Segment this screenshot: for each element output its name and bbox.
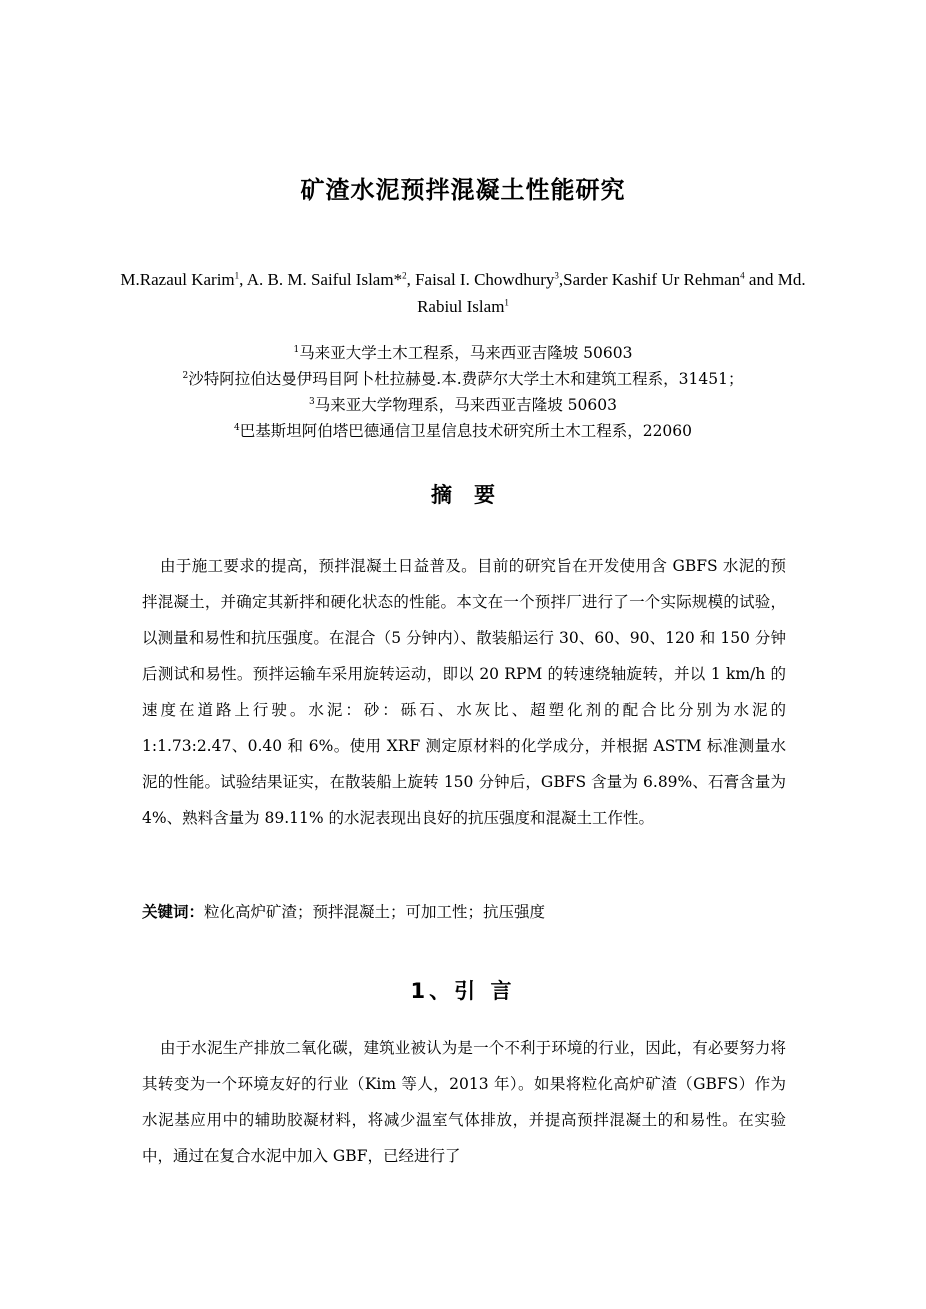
author-affiliation-mark: 1 bbox=[234, 270, 240, 281]
author-separator: , bbox=[558, 270, 564, 289]
introduction-body: 由于水泥生产排放二氧化碳，建筑业被认为是一个不利于环境的行业，因此，有必要努力将其转变为一个环境友好的行业（Kim 等人，2013 年）。如果将粒化高炉矿渣（GBFS）作为水泥基应用中的辅助胶凝材料，将减少温室气体排放，并提高预拌混凝土的和易性。在实验中，通过在复合水泥中加入 GBF，已经进行了 bbox=[142, 1039, 786, 1165]
affiliation-text: 沙特阿拉伯达曼伊玛目阿卜杜拉赫曼.本.费萨尔大学土木和建筑工程系，31451； bbox=[188, 370, 744, 388]
abstract-heading: 摘要 bbox=[431, 483, 517, 507]
keywords-text: 粒化高炉矿渣；预拌混凝土；可加工性；抗压强度 bbox=[204, 903, 546, 921]
affiliation-line bbox=[90, 366, 836, 392]
author-name: Faisal I. Chowdhury bbox=[415, 270, 555, 289]
section-heading-introduction: 1、引 言 bbox=[410, 979, 516, 1003]
keywords-label: 关键词： bbox=[142, 903, 205, 921]
affiliation-list bbox=[90, 340, 836, 444]
affiliation-line bbox=[90, 340, 836, 366]
affiliation-mark: 4 bbox=[233, 422, 240, 433]
author-affiliation-mark: 1 bbox=[504, 297, 509, 308]
author-name: Sarder Kashif Ur Rehman bbox=[563, 270, 741, 289]
author-affiliation-mark: 3 bbox=[554, 270, 559, 281]
abstract-body: 由于施工要求的提高，预拌混凝土日益普及。目前的研究旨在开发使用含 GBFS 水泥的预拌混凝土，并确定其新拌和硬化状态的性能。本文在一个预拌厂进行了一个实际规模的试验，以测量和易性和抗压强度。在混合（5 分钟内）、散装船运行 30、60、90、120 和 150 分钟后测试和易性。预拌运输车采用旋转运动，即以 20 RPM 的转速绕轴旋转，并以 1 km/h 的速度在道路上行驶。水泥：砂：砾石、水灰比、超塑化剂的配合比分别为水泥的 1:1.73:2.47、0.40 和 6%。使用 XRF 测定原材料的化学成分，并根据 ASTM 标准测量水泥的性能。试验结果证实，在散装船上旋转 150 分钟后，GBFS 含量为 6.89%、石膏含量为 4%、熟料含量为 89.11% 的水泥表现出良好的抗压强度和混凝土工作性。 bbox=[142, 557, 786, 827]
affiliation-text: 马来亚大学物理系，马来西亚吉隆坡 50603 bbox=[314, 396, 617, 414]
affiliation-mark: 3 bbox=[309, 396, 315, 407]
author-separator: and bbox=[744, 270, 778, 289]
paper-title: 矿渣水泥预拌混凝土性能研究 bbox=[300, 176, 626, 204]
author-affiliation-mark: 4 bbox=[740, 270, 745, 281]
author-separator: , bbox=[406, 270, 416, 289]
affiliation-text: 巴基斯坦阿伯塔巴德通信卫星信息技术研究所土木工程系，22060 bbox=[239, 422, 693, 440]
author-separator: , bbox=[239, 270, 247, 289]
author-name: Md. Rabiul Islam bbox=[417, 270, 806, 316]
affiliation-mark: 2 bbox=[182, 370, 189, 381]
affiliation-line bbox=[90, 418, 836, 444]
author-list bbox=[120, 266, 806, 320]
author-name: M.Razaul Karim bbox=[120, 270, 235, 289]
affiliation-line bbox=[90, 392, 836, 418]
affiliation-text: 马来亚大学土木工程系，马来西亚吉隆坡 50603 bbox=[299, 344, 633, 362]
affiliation-mark: 1 bbox=[293, 344, 300, 355]
author-name: A. B. M. Saiful Islam* bbox=[246, 270, 403, 289]
keywords-line bbox=[142, 898, 786, 926]
author-affiliation-mark: 2 bbox=[402, 270, 407, 281]
